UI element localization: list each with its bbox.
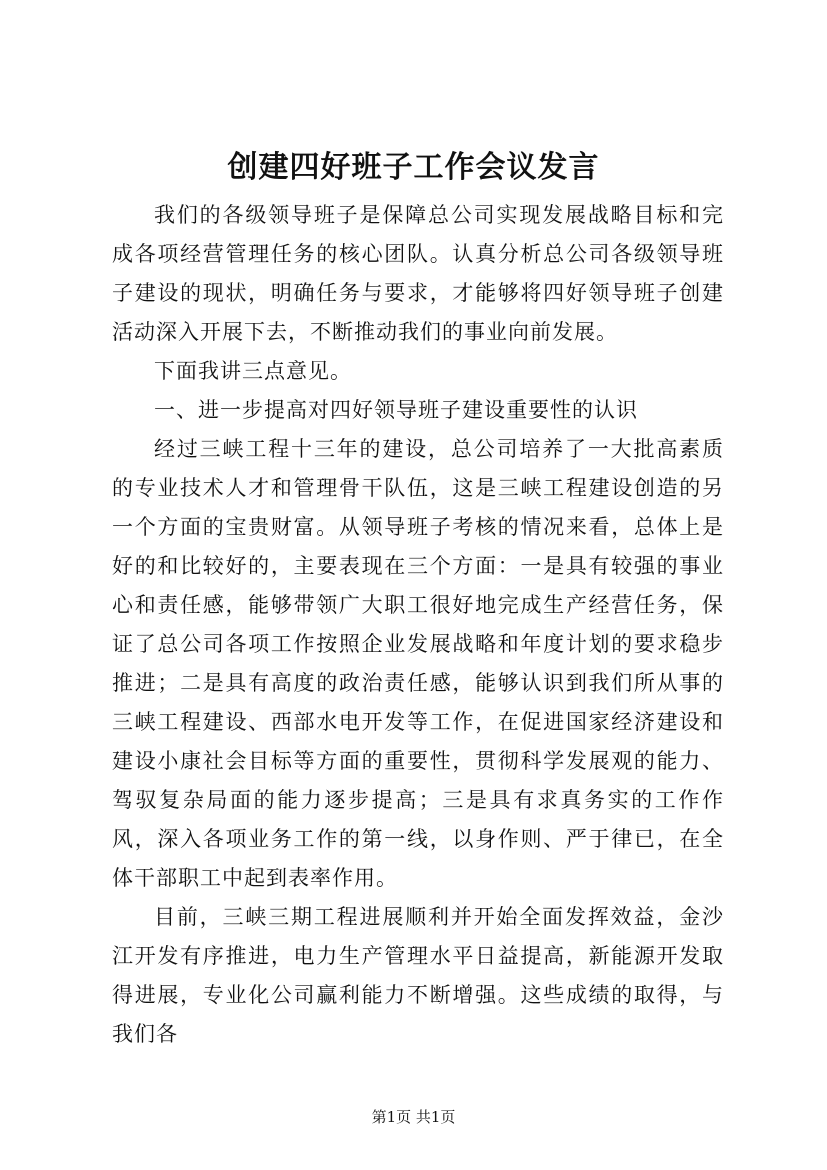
paragraph-achievements: 经过三峡工程十三年的建设，总公司培养了一大批高素质的专业技术人才和管理骨干队伍，这是三峡工程建设创造的另一个方面的宝贵财富。从领导班子考核的情况来看，总体上是好的和比较好的，主要表现在三个方面：一是具有较强的事业心和责任感，能够带领广大职工很好地完成生产经营任务，保证了总公司各项工作按照企业发展战略和年度计划的要求稳步推进；二是具有高度的政治责任感，能够认识到我们所从事的三峡工程建设、西部水电开发等工作，在促进国家经济建设和建设小康社会目标等方面的重要性，贯彻科学发展观的能力、驾驭复杂局面的能力逐步提高；三是具有求真务实的工作作风，深入各项业务工作的第一线，以身作则、严于律已，在全体干部职工中起到表率作用。 — [112, 437, 724, 890]
paragraph-intro: 我们的各级领导班子是保障总公司实现发展战略目标和完成各项经营管理任务的核心团队。认真分析总公司各级领导班子建设的现状，明确任务与要求，才能够将四好领导班子创建活动深入开展下去，不断推动我们的事业向前发展。 — [112, 203, 724, 344]
paragraph-current-progress: 目前，三峡三期工程进展顺利并开始全面发挥效益，金沙江开发有序推进，电力生产管理水平日益提高，新能源开发取得进展，专业化公司赢利能力不断增强。这些成绩的取得，与我们各 — [112, 905, 724, 1046]
section-heading-one: 一、进一步提高对四好领导班子建设重要性的认识 — [154, 398, 638, 422]
document-body — [112, 196, 724, 1054]
page-footer: 第1页 共1页 — [371, 1108, 456, 1126]
paragraph-three-points: 下面我讲三点意见。 — [154, 359, 352, 383]
document-title: 创建四好班子工作会议发言 — [227, 150, 600, 185]
